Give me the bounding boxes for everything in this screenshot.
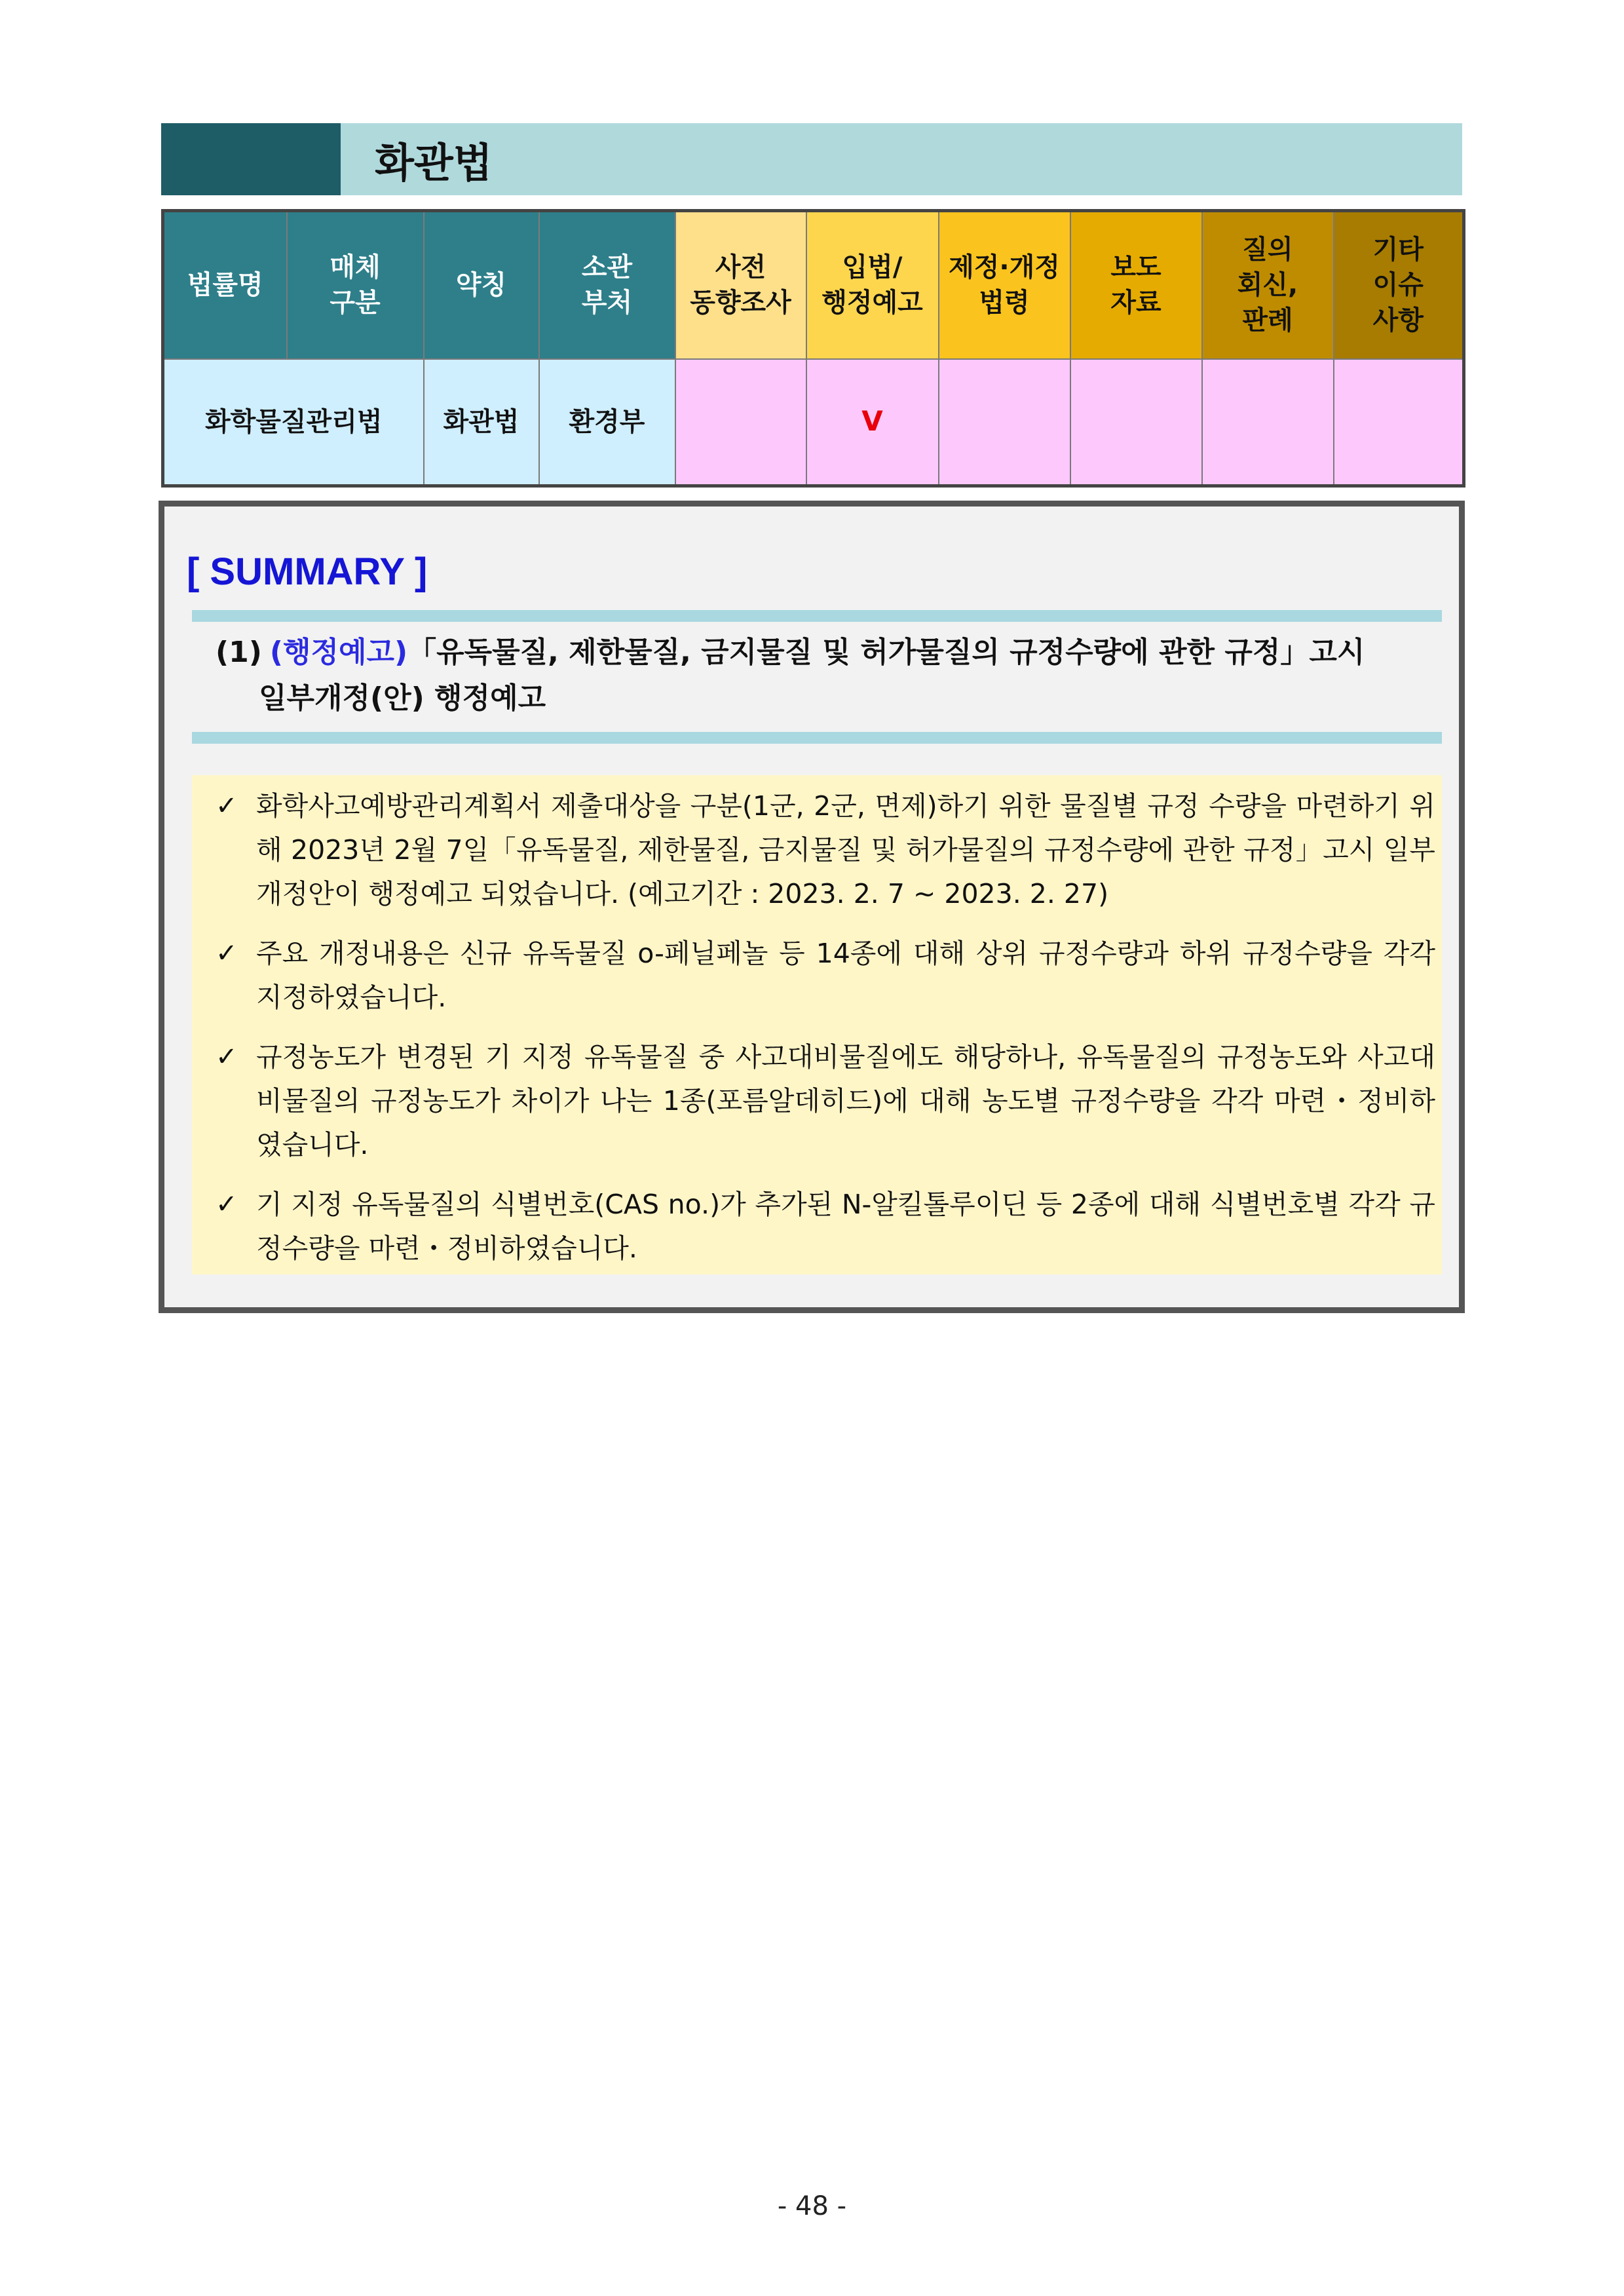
header-text: 사항 bbox=[1372, 305, 1424, 336]
check-icon: ✓ bbox=[216, 1042, 238, 1072]
admin-notice-mark: V bbox=[861, 405, 883, 438]
cell-inquiry bbox=[1202, 359, 1334, 486]
divider-bottom bbox=[192, 732, 1442, 744]
header-text: 소관 bbox=[581, 252, 633, 283]
divider-top bbox=[192, 610, 1442, 622]
table-header-row bbox=[163, 211, 1464, 359]
section-title: 화관법 bbox=[375, 138, 493, 187]
cell-ministry: 환경부 bbox=[539, 359, 675, 486]
list-item bbox=[216, 932, 1435, 1020]
header-text: 부처 bbox=[581, 288, 633, 318]
cell-enactment bbox=[939, 359, 1070, 486]
header-text: 구분 bbox=[330, 288, 381, 318]
section-title-bar bbox=[161, 123, 1462, 195]
header-text: 질의 bbox=[1242, 235, 1293, 265]
item-title-line2: 일부개정(안) 행정예고 bbox=[259, 681, 546, 715]
header-text: 이슈 bbox=[1372, 270, 1424, 301]
cell-admin-notice bbox=[806, 359, 939, 486]
header-ministry bbox=[539, 211, 675, 359]
summary-title: [ SUMMARY ] bbox=[187, 550, 428, 593]
title-band bbox=[341, 123, 1462, 195]
list-item bbox=[216, 784, 1435, 916]
header-text: 판례 bbox=[1242, 305, 1293, 336]
header-text: 기타 bbox=[1372, 235, 1424, 265]
header-trend-survey bbox=[675, 211, 806, 359]
header-text: 법령 bbox=[979, 288, 1030, 318]
item-title-line1: 「유독물질, 제한물질, 금지물질 및 허가물질의 규정수량에 관한 규정」고시 bbox=[407, 636, 1365, 669]
check-icon: ✓ bbox=[216, 938, 238, 968]
header-text: 자료 bbox=[1110, 288, 1161, 318]
header-text: 동향조사 bbox=[690, 288, 791, 318]
header-text: 제정·개정 bbox=[949, 252, 1060, 283]
header-text: 매체 bbox=[330, 252, 381, 283]
item-number: (1) bbox=[216, 636, 262, 669]
header-text: 사전 bbox=[715, 252, 766, 283]
header-text: 입법/ bbox=[842, 252, 903, 283]
header-admin-notice bbox=[806, 211, 939, 359]
note-text: 주요 개정내용은 신규 유독물질 o-페닐페놀 등 14종에 대해 상위 규정수량과 하위 규정수량을 각각 지정하였습니다. bbox=[256, 938, 1435, 1013]
note-text: 화학사고예방관리계획서 제출대상을 구분(1군, 2군, 면제)하기 위한 물질별 규정 수량을 마련하기 위해 2023년 2월 7일「유독물질, 제한물질, 금지물질 및 허가물질의 규정수량에 관한 규정」고시 일부개정안이 행정예고 되었습니다. (예고기간 : 2023. 2. 7 ~ 2023. 2. 27) bbox=[256, 790, 1435, 909]
note-text: 규정농도가 변경된 기 지정 유독물질 중 사고대비물질에도 해당하나, 유독물질의 규정농도와 사고대비물질의 규정농도가 차이가 나는 1종(포름알데히드)에 대해 농도별 규정수량을 각각 마련・정비하였습니다. bbox=[256, 1041, 1435, 1160]
header-text: 행정예고 bbox=[821, 288, 923, 318]
cell-press-release bbox=[1070, 359, 1202, 486]
summary-notes bbox=[192, 775, 1442, 1274]
law-table bbox=[161, 209, 1465, 488]
header-other-issues bbox=[1334, 211, 1464, 359]
note-text: 기 지정 유독물질의 식별번호(CAS no.)가 추가된 N-알킬톨루이딘 등 2종에 대해 식별번호별 각각 규정수량을 마련・정비하였습니다. bbox=[256, 1189, 1435, 1264]
header-law-name bbox=[163, 211, 287, 359]
page-number: - 48 - bbox=[777, 2191, 847, 2221]
cell-other-issues bbox=[1334, 359, 1464, 486]
header-text: 약칭 bbox=[455, 270, 507, 301]
header-text: 회신, bbox=[1237, 270, 1298, 301]
cell-trend-survey bbox=[675, 359, 806, 486]
cell-abbreviation: 화관법 bbox=[424, 359, 539, 486]
header-abbreviation bbox=[424, 211, 539, 359]
list-item bbox=[216, 1183, 1435, 1271]
item-tag: (행정예고) bbox=[269, 636, 408, 669]
cell-law-name: 화학물질관리법 bbox=[163, 359, 424, 486]
summary-box bbox=[159, 501, 1465, 1313]
header-text: 법률명 bbox=[187, 270, 263, 301]
title-accent-block bbox=[161, 123, 341, 195]
list-item bbox=[216, 1035, 1435, 1167]
header-inquiry bbox=[1202, 211, 1334, 359]
check-icon: ✓ bbox=[216, 791, 238, 821]
check-icon: ✓ bbox=[216, 1189, 238, 1219]
table-row bbox=[163, 359, 1464, 486]
header-text: 보도 bbox=[1110, 252, 1161, 283]
header-enactment bbox=[939, 211, 1070, 359]
summary-item-heading bbox=[216, 630, 1434, 721]
header-media-type bbox=[287, 211, 424, 359]
header-press-release bbox=[1070, 211, 1202, 359]
